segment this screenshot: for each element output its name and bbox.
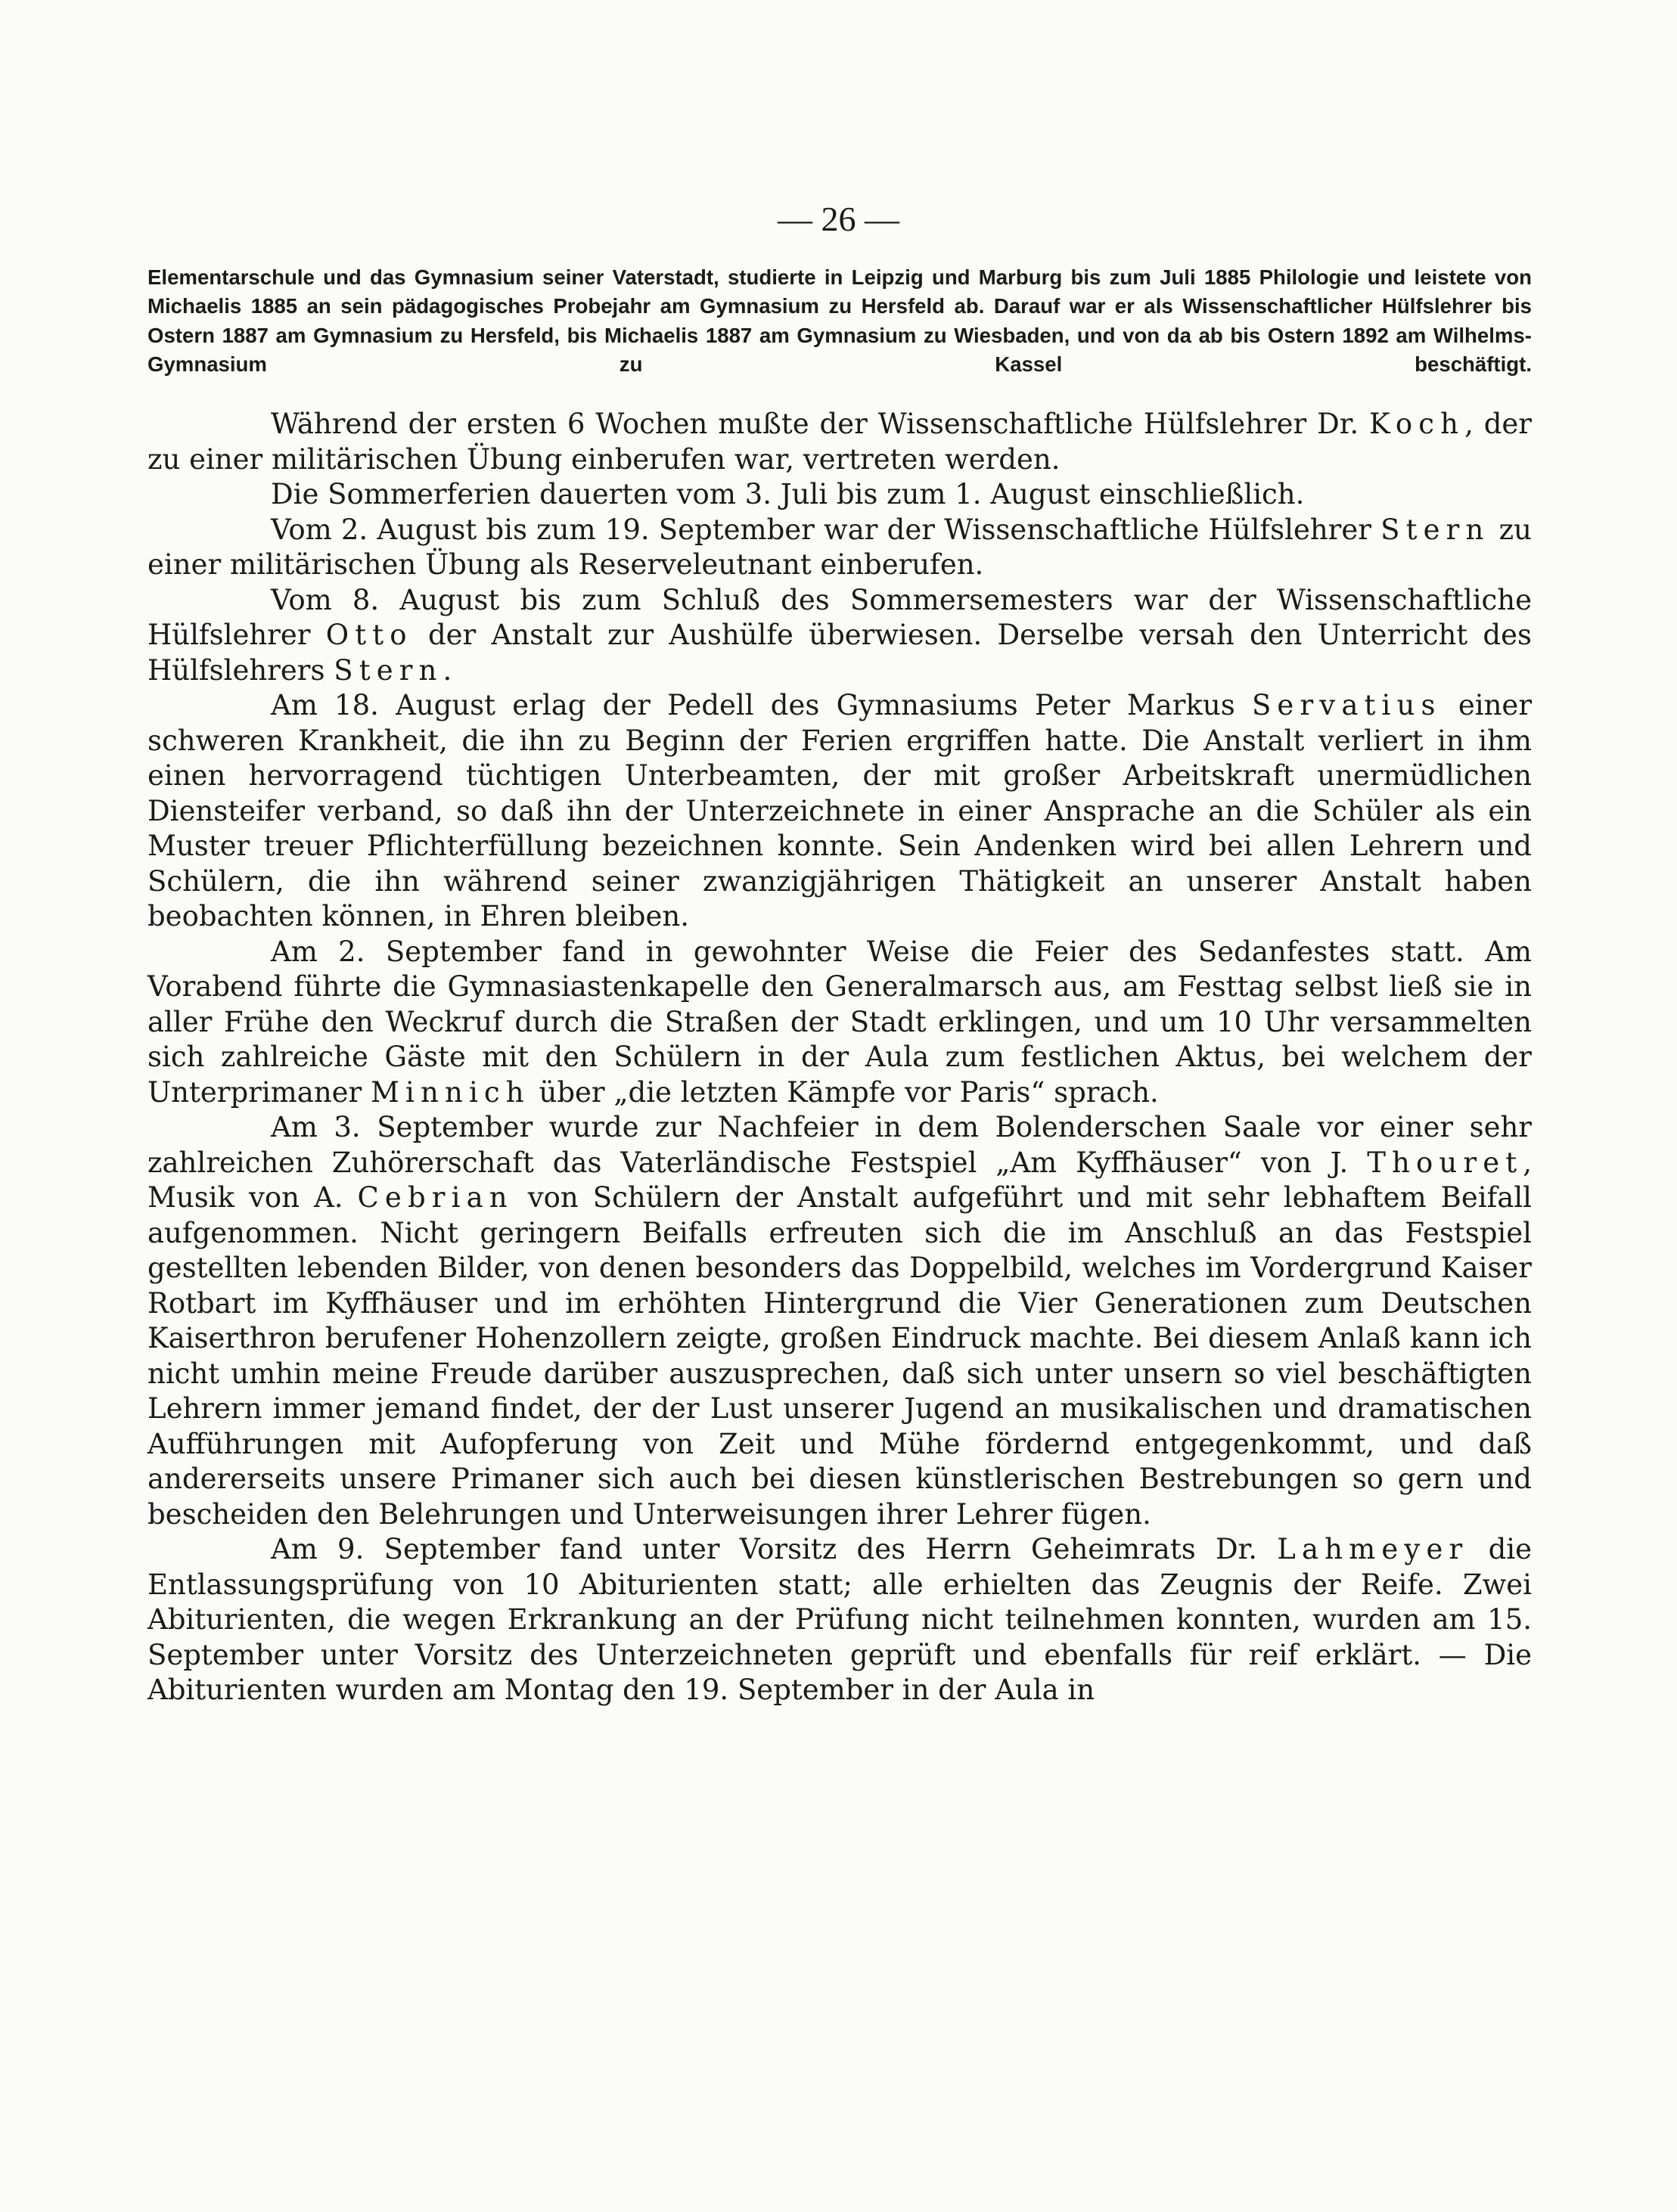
spaced-name: Servatius [1251, 689, 1442, 721]
paragraph-otto: Vom 8. August bis zum Schluß des Sommersemesters war der Wissenschaftliche Hülfslehrer Otto der Anstalt zur Aushülfe überwiesen. Derselbe versah den Unterricht des Hülfslehrers Stern. [148, 583, 1533, 687]
paragraph-entlassungspruefung: Am 9. September fand unter Vorsitz des Herrn Geheimrats Dr. Lahmeyer die Entlassungsprüfung von 10 Abiturienten statt; alle erhielten das Zeugnis der Reife. Zwei Abiturienten, die wegen Erkrankung an der Prüfung nicht teilnehmen konnten, wurden am 15. September unter Vorsitz des Unterzeichneten geprüft und ebenfalls für reif erklärt. — Die Abiturienten wurden am Montag den 19. September in der Aula in [148, 1533, 1532, 1706]
paragraph-servatius: Am 18. August erlag der Pedell des Gymnasiums Peter Markus Servatius einer schweren Krankheit, die ihn zu Beginn der Ferien ergriffen hatte. Die Anstalt verliert in ihm einen hervorragend tüchtigen Unterbeamten, der mit großer Arbeitskraft unermüdlichen Diensteifer verband, so daß ihn der Unterzeichnete in einer Ansprache an die Schüler als ein Muster treuer Pflichterfüllung bezeichnen konnte. Sein Andenken wird bei allen Lehrern und Schülern, die ihn während seiner zwanzigjährigen Thätigkeit an unserer Anstalt haben beobachten können, in Ehren bleiben. [148, 689, 1533, 932]
paragraph-sommerferien: Die Sommerferien dauerten vom 3. Juli bis zum 1. August einschließlich. [271, 478, 1305, 510]
spaced-name: Stern [334, 653, 443, 687]
spaced-name: Minnich [371, 1075, 530, 1109]
paragraph-sedanfest: Am 2. September fand in gewohnter Weise die Feier des Sedanfestes statt. Am Vorabend führte die Gymnasiastenkapelle den Generalmarsch aus, am Festtag selbst ließ sie in aller Frühe den Weckruf durch die Straßen der Stadt erklingen, und um 10 Uhr versammelten sich zahlreiche Gäste mit den Schülern in der Aula zum festlichen Aktus, bei welchem der Unterprimaner Minnich über „die letzten Kämpfe vor Paris“ sprach. [148, 935, 1532, 1109]
spaced-name: Otto [325, 619, 413, 651]
spaced-name: Stern [1380, 513, 1490, 546]
biography-paragraph: Elementarschule und das Gymnasium seiner Vaterstadt, studierte in Leipzig und Marburg bis zum Juli 1885 Philologie und leistete von Michaelis 1885 an sein pädagogisches Probejahr am Gymnasium zu Hersfeld ab. Darauf war er als Wissenschaftlicher Hülfslehrer bis Ostern 1887 am Gymnasium zu Hersfeld, bis Michaelis 1887 am Gymnasium zu Wiesbaden, und von da ab bis Ostern 1892 am Wilhelms-Gymnasium zu Kassel beschäftigt. [148, 265, 1532, 377]
spaced-name: Cebrian [357, 1181, 514, 1214]
paragraph-stern: Vom 2. August bis zum 19. September war der Wissenschaftliche Hülfslehrer Stern zu einer militärischen Übung als Reserveleutnant einberufen. [148, 513, 1532, 581]
report-body [148, 407, 1532, 1708]
spaced-name: Thouret [1367, 1146, 1523, 1179]
paragraph-festspiel: Am 3. September wurde zur Nachfeier in dem Bolenderschen Saale vor einer sehr zahlreichen Zuhörerschaft das Vaterländische Festspiel „Am Kyffhäuser“ von J. Thouret, Musik von A. Cebrian von Schülern der Anstalt aufgeführt und mit sehr lebhaftem Beifall aufgenommen. Nicht geringern Beifalls erfreuten sich die im Anschluß an das Festspiel gestellten lebenden Bilder, von denen besonders das Doppelbild, welches im Vordergrund Kaiser Rotbart im Kyffhäuser und im erhöhten Hintergrund die Vier Generationen zum Deutschen Kaiserthron berufener Hohenzollern zeigte, großen Eindruck machte. Bei diesem Anlaß kann ich nicht umhin meine Freude darüber auszusprechen, daß sich unter unsern so viel beschäftigten Lehrern immer jemand findet, der der Lust unserer Jugend an musikalischen und dramatischen Aufführungen mit Aufopferung von Zeit und Mühe fördernd entgegenkommt, und daß andererseits unsere Primaner sich auch bei diesen künstlerischen Bestrebungen so gern und bescheiden den Belehrungen und Unterweisungen ihrer Lehrer fügen. [148, 1111, 1533, 1531]
paragraph-koch: Während der ersten 6 Wochen mußte der Wissenschaftliche Hülfslehrer Dr. Koch, der zu einer militärischen Übung einberufen war, vertreten werden. [148, 408, 1532, 476]
spaced-name: Lahmeyer [1277, 1533, 1469, 1565]
spaced-name: Koch [1369, 408, 1465, 440]
page-number: — 26 — [778, 200, 899, 238]
